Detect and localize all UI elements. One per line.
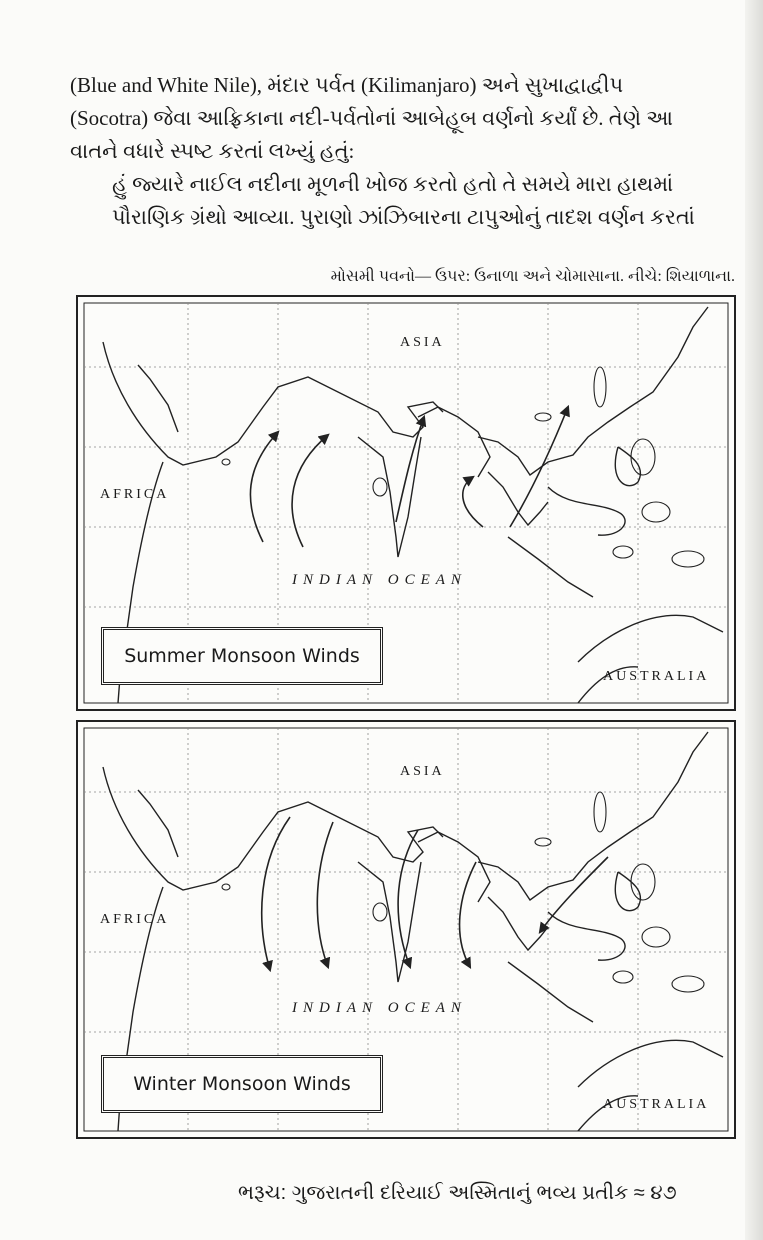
page-gutter-shadow	[745, 0, 763, 1240]
summer-africa-label: AFRICA	[100, 487, 170, 502]
winter-ocean-label: INDIAN OCEAN	[292, 1000, 467, 1016]
summer-asia-label: ASIA	[400, 335, 445, 350]
summer-ocean-label: INDIAN OCEAN	[292, 572, 467, 588]
winter-islands	[222, 792, 704, 992]
winter-wind-arrows	[262, 817, 608, 970]
winter-africa-label: AFRICA	[100, 912, 170, 927]
summer-islands	[222, 367, 704, 567]
winter-legend: Winter Monsoon Winds	[101, 1055, 383, 1113]
text-line-3: વાતને વધારે સ્પષ્ટ કરતાં લખ્યું હતું:	[70, 139, 355, 163]
figure-caption: મોસમી પવનો— ઉપર: ઉનાળા અને ચોમાસાના. નીચે: શિયાળાના.	[330, 268, 735, 285]
winter-asia-label: ASIA	[400, 764, 445, 779]
winter-australia-label: AUSTRALIA	[603, 1097, 710, 1112]
summer-monsoon-map	[76, 295, 736, 711]
quote-line-2: પૌરાણિક ગ્રંથો આવ્યા. પુરાણો ઝાંઝિબારના ટાપુઓનું તાદશ વર્ણન કરતાં	[112, 205, 695, 229]
summer-wind-arrows	[250, 407, 568, 547]
summer-australia-label: AUSTRALIA	[603, 669, 710, 684]
body-text	[70, 70, 735, 235]
text-line-2: (Socotra) જેવા આફ્રિકાના નદી-પર્વતોનાં આબેહૂબ વર્ણનો કર્યાં છે. તેણે આ	[70, 106, 674, 130]
winter-monsoon-map	[76, 720, 736, 1139]
summer-legend: Summer Monsoon Winds	[101, 627, 383, 685]
page-footer: ભરૂચ: ગુજરાતની દરિયાઈ અસ્મિતાનું ભવ્ય પ્રતીક ≈ ૪૭	[238, 1182, 677, 1204]
text-line-1: (Blue and White Nile), મંદાર પર્વત (Kilimanjaro) અને સુખાદ્વાદ્વીપ	[70, 73, 624, 97]
quote-line-1: હું જ્યારે નાઈલ નદીના મૂળની ખોજ કરતો હતો તે સમયે મારા હાથમાં	[112, 172, 674, 196]
